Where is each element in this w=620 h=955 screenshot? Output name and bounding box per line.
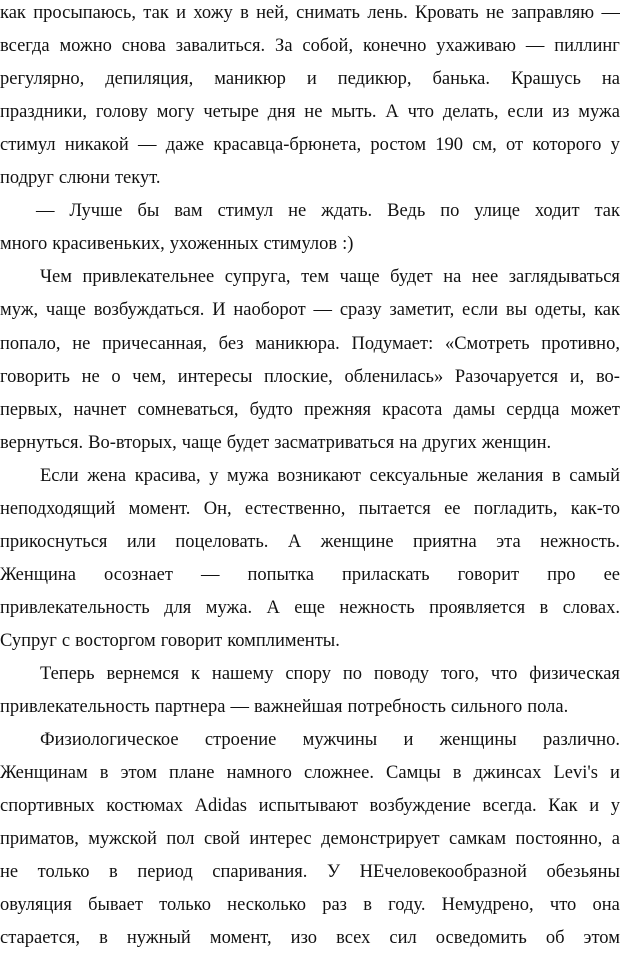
- word: что: [490, 664, 518, 684]
- word: Самцы: [386, 763, 441, 784]
- word: заглядываться: [508, 267, 620, 288]
- word: момент,: [209, 928, 272, 949]
- text-line: [0, 823, 620, 856]
- word: см,: [472, 135, 497, 156]
- word: приласкать: [341, 564, 430, 585]
- word: сил: [389, 928, 417, 949]
- text-line: [0, 195, 620, 228]
- word: поводу: [373, 664, 430, 684]
- word: намного: [226, 763, 292, 784]
- word: на: [399, 432, 418, 453]
- word: —: [525, 36, 545, 57]
- word: Кровать: [415, 3, 479, 23]
- word: интересы: [177, 366, 253, 387]
- word: пытается: [358, 498, 431, 519]
- text-line: [0, 856, 620, 889]
- text-line: [0, 261, 620, 294]
- word: спортивных: [0, 796, 95, 817]
- word: говорит: [160, 630, 223, 651]
- word: во-: [595, 366, 620, 387]
- word: на: [601, 69, 620, 90]
- word: раз: [322, 895, 347, 916]
- text-line: [0, 526, 620, 559]
- word: не: [288, 201, 307, 222]
- text-line: [0, 129, 620, 162]
- text-line: [0, 592, 620, 625]
- word: и: [403, 730, 414, 751]
- word: поцеловать.: [175, 531, 269, 552]
- word: подруг: [0, 168, 54, 189]
- word: постоянно,: [515, 829, 603, 850]
- word: нашему: [211, 664, 274, 684]
- word: Лучше: [69, 201, 123, 222]
- word: прикоснуться: [0, 531, 108, 552]
- word: не: [0, 862, 19, 883]
- word: —: [601, 3, 620, 23]
- word: лень.: [367, 3, 408, 23]
- word: никакой: [64, 135, 129, 156]
- text-line: [0, 63, 620, 96]
- word: депиляция,: [105, 69, 194, 90]
- word: 190: [435, 135, 464, 156]
- word: году.: [388, 895, 426, 916]
- word: можно: [59, 36, 112, 57]
- word: прежняя: [303, 399, 372, 420]
- word: в: [109, 862, 118, 883]
- word: в: [240, 3, 249, 23]
- word: стимул: [0, 135, 56, 156]
- word: в: [363, 895, 372, 916]
- word: погладить,: [473, 498, 558, 519]
- word: говорит: [457, 564, 520, 585]
- word: овуляция: [0, 895, 72, 916]
- word: не: [485, 3, 505, 23]
- word: привлекательность: [0, 597, 150, 618]
- word: мужа: [227, 465, 269, 486]
- word: собой,: [302, 36, 354, 57]
- word: про: [547, 564, 576, 585]
- text-line: [0, 559, 620, 592]
- word: мужа: [578, 102, 620, 123]
- word: привлекательнее: [82, 267, 215, 288]
- word: как: [594, 300, 620, 321]
- word: пола.: [527, 697, 569, 718]
- text-line: [0, 889, 620, 922]
- word: самкам: [449, 829, 507, 850]
- text-line: [0, 162, 620, 195]
- word: нежность.: [540, 531, 620, 552]
- word: наоборот: [233, 300, 306, 321]
- word: мужской: [88, 829, 157, 850]
- word: Чем: [40, 267, 72, 288]
- word: Физиологическое: [40, 730, 179, 751]
- word: конечно: [362, 36, 427, 57]
- word: супруга,: [224, 267, 291, 288]
- word: Подумает:: [351, 333, 434, 354]
- word: что: [549, 895, 577, 916]
- word: с: [61, 630, 71, 651]
- word: Как: [548, 796, 578, 817]
- word: Adidas: [194, 796, 247, 817]
- word: естественно,: [244, 498, 346, 519]
- word: в: [452, 763, 462, 784]
- word: джинсах: [473, 763, 542, 784]
- word: За: [275, 36, 293, 57]
- text-line: [0, 228, 620, 261]
- word: возбуждаться.: [93, 300, 205, 321]
- word: только: [37, 862, 90, 883]
- word: пол: [166, 829, 195, 850]
- word: педикюр,: [337, 69, 412, 90]
- word: ухоженных: [169, 234, 259, 255]
- word: улице: [474, 201, 520, 222]
- word: маникюра.: [255, 333, 340, 354]
- word: Женщинам: [0, 763, 88, 784]
- word: того,: [440, 664, 480, 684]
- word: проявляется: [429, 597, 526, 618]
- word: осведомить: [435, 928, 527, 949]
- word: Он,: [203, 498, 232, 519]
- text-line: [0, 96, 620, 129]
- word: Женщина: [0, 564, 77, 585]
- word: момент.: [128, 498, 191, 519]
- text-line: [0, 294, 620, 327]
- word: тем: [301, 267, 330, 288]
- word: неподходящий: [0, 498, 116, 519]
- word: банька.: [432, 69, 491, 90]
- word: в: [99, 928, 108, 949]
- word: к: [191, 664, 201, 684]
- word: физическая: [529, 664, 620, 684]
- word: если: [462, 300, 499, 321]
- word: пиллинг: [554, 36, 620, 57]
- word: вернемся: [106, 664, 180, 684]
- word: одеты,: [534, 300, 587, 321]
- word: будто: [249, 399, 293, 420]
- word: —: [230, 697, 250, 718]
- word: мыть.: [331, 102, 377, 123]
- word: партнера: [154, 697, 226, 718]
- word: а: [611, 829, 620, 850]
- text-line: [0, 493, 620, 526]
- word: плане: [169, 763, 215, 784]
- word: Ведь: [387, 201, 426, 222]
- word: начнет: [73, 399, 127, 420]
- word: красивеньких,: [52, 234, 165, 255]
- word: период: [137, 862, 193, 883]
- word: даже: [165, 135, 205, 156]
- word: Немудрено,: [441, 895, 534, 916]
- word: ней,: [256, 3, 289, 23]
- word: не: [72, 333, 91, 354]
- word: интерес: [249, 829, 312, 850]
- word: первых,: [0, 399, 63, 420]
- word: комплименты.: [227, 630, 340, 651]
- text-line: [0, 394, 620, 427]
- word: делать,: [442, 102, 499, 123]
- word: эта: [496, 531, 521, 552]
- word: Если: [40, 465, 79, 486]
- word: не: [304, 102, 323, 123]
- word: как: [0, 3, 26, 23]
- word: и: [589, 796, 600, 817]
- word: потребность: [347, 697, 446, 718]
- word: ходит: [534, 201, 580, 222]
- word: различно.: [542, 730, 620, 751]
- word: самый: [569, 465, 620, 486]
- word: у: [610, 796, 620, 817]
- text-line: [0, 691, 620, 724]
- word: в: [539, 597, 549, 618]
- word: словах.: [562, 597, 620, 618]
- word: всех: [336, 928, 371, 949]
- word: слюни: [58, 168, 110, 189]
- text-line: [0, 625, 620, 658]
- word: нужный: [126, 928, 191, 949]
- word: просыпаюсь,: [33, 3, 136, 23]
- word: и: [609, 763, 620, 784]
- word: спаривания.: [212, 862, 308, 883]
- word: других: [422, 432, 477, 453]
- word: восторгом: [75, 630, 156, 651]
- word: в: [551, 465, 561, 486]
- word: приматов,: [0, 829, 79, 850]
- word: будет: [226, 432, 270, 453]
- word: свой: [203, 829, 240, 850]
- word: снова: [121, 36, 166, 57]
- text-line: [0, 30, 620, 63]
- word: как-то: [570, 498, 620, 519]
- word: мужа.: [205, 597, 253, 618]
- word: маникюр: [214, 69, 286, 90]
- word: жена: [87, 465, 127, 486]
- word: бывает: [88, 895, 143, 916]
- word: женщине: [320, 531, 394, 552]
- word: НЕчеловекообразной: [359, 862, 527, 883]
- word: заправляю: [511, 3, 595, 23]
- word: чаще: [45, 300, 86, 321]
- word: на: [443, 267, 462, 288]
- word: —: [36, 201, 55, 222]
- word: спору: [285, 664, 331, 684]
- word: говорить: [0, 366, 70, 387]
- word: об: [545, 928, 565, 949]
- word: Супруг: [0, 630, 57, 651]
- word: стимулов: [263, 234, 338, 255]
- word: муж,: [0, 300, 39, 321]
- word: нее: [471, 267, 499, 288]
- text-line: [0, 0, 620, 30]
- word: ждать.: [321, 201, 373, 222]
- word: по: [440, 201, 460, 222]
- word: которого: [532, 135, 602, 156]
- word: если: [507, 102, 544, 123]
- word: вернуться.: [0, 432, 84, 453]
- word: —: [200, 564, 220, 585]
- word: будет: [390, 267, 433, 288]
- word: И: [212, 300, 226, 321]
- word: заметит,: [389, 300, 455, 321]
- word: Во-вторых,: [88, 432, 177, 453]
- word: стимул: [217, 201, 274, 222]
- word: и,: [569, 366, 585, 387]
- text-line: [0, 658, 620, 691]
- word: в: [99, 763, 109, 784]
- word: привлекательность: [0, 697, 150, 718]
- text-line: [0, 328, 620, 361]
- word: возникают: [277, 465, 361, 486]
- word: голову: [95, 102, 148, 123]
- word: завалиться.: [175, 36, 266, 57]
- word: чаще: [339, 267, 380, 288]
- word: только: [159, 895, 211, 916]
- word: сомневаться,: [137, 399, 239, 420]
- word: осознает: [104, 564, 173, 585]
- text-line: [0, 757, 620, 790]
- text-line: [0, 724, 620, 757]
- word: всегда.: [482, 796, 537, 817]
- word: сразу: [339, 300, 382, 321]
- word: сложнее.: [304, 763, 374, 784]
- word: важнейшая: [254, 697, 343, 718]
- word: несколько: [227, 895, 306, 916]
- word: А: [266, 597, 280, 618]
- word: вам: [174, 201, 203, 222]
- word: А: [287, 531, 302, 552]
- word: и: [176, 3, 187, 23]
- word: мужчины: [302, 730, 378, 751]
- word: ухаживаю: [436, 36, 516, 57]
- word: испытывают: [258, 796, 358, 817]
- word: ее: [444, 498, 461, 519]
- word: от: [506, 135, 524, 156]
- word: что: [407, 102, 434, 123]
- word: бы: [137, 201, 160, 222]
- word: она: [592, 895, 620, 916]
- word: нежность: [339, 597, 415, 618]
- word: «Смотреть: [444, 333, 530, 354]
- word: могу: [156, 102, 195, 123]
- word: может: [570, 399, 620, 420]
- word: без: [218, 333, 244, 354]
- word: дамы: [453, 399, 496, 420]
- word: сердца: [506, 399, 560, 420]
- word: демонстрирует: [321, 829, 440, 850]
- word: красива,: [134, 465, 201, 486]
- word: этом: [583, 928, 620, 949]
- text-line: [0, 361, 620, 394]
- word: сильного: [450, 697, 523, 718]
- word: плоские,: [264, 366, 333, 387]
- word: так: [594, 201, 620, 222]
- word: костюмах: [106, 796, 183, 817]
- word: Теперь: [40, 664, 95, 684]
- word: хожу: [193, 3, 233, 23]
- word: причесанная,: [102, 333, 207, 354]
- word: женщины: [439, 730, 517, 751]
- word: старается,: [0, 928, 81, 949]
- text-line: [0, 922, 620, 955]
- word: о: [111, 366, 121, 387]
- word: много: [0, 234, 48, 255]
- word: ее: [603, 564, 620, 585]
- word: у: [610, 135, 620, 156]
- word: не: [81, 366, 100, 387]
- word: желания: [476, 465, 544, 486]
- word: изо: [290, 928, 318, 949]
- word: сексуальные: [369, 465, 469, 486]
- word: красавца-брюнета,: [213, 135, 362, 156]
- word: снимать: [296, 3, 360, 23]
- word: праздники,: [0, 102, 88, 123]
- text-line: [0, 460, 620, 493]
- word: обленилась»: [344, 366, 444, 387]
- word: ростом: [370, 135, 427, 156]
- word: попало,: [0, 333, 61, 354]
- word: или: [126, 531, 156, 552]
- word: —: [313, 300, 333, 321]
- word: противно,: [541, 333, 620, 354]
- word: текут.: [114, 168, 161, 189]
- word: засматриваться: [274, 432, 395, 453]
- word: попытка: [247, 564, 314, 585]
- word: чем,: [132, 366, 167, 387]
- word: вы: [505, 300, 527, 321]
- word: у: [209, 465, 219, 486]
- word: женщин.: [481, 432, 552, 453]
- word: красота: [382, 399, 443, 420]
- word: чаще: [181, 432, 222, 453]
- word: дня: [267, 102, 296, 123]
- word: обезьяны: [546, 862, 620, 883]
- word: —: [137, 135, 157, 156]
- word: регулярно,: [0, 69, 85, 90]
- text-line: [0, 427, 620, 460]
- word: возбуждение: [369, 796, 471, 817]
- word: еще: [294, 597, 325, 618]
- text-line: [0, 790, 620, 823]
- word: :): [342, 234, 354, 255]
- word: так: [143, 3, 169, 23]
- word: по: [342, 664, 363, 684]
- word: из: [552, 102, 570, 123]
- word: приятна: [413, 531, 477, 552]
- word: этом: [120, 763, 157, 784]
- word: А: [385, 102, 399, 123]
- word: Levi's: [553, 763, 598, 784]
- word: Разочаруется: [454, 366, 559, 387]
- word: У: [326, 862, 341, 883]
- word: всегда: [0, 36, 50, 57]
- word: строение: [204, 730, 277, 751]
- word: для: [164, 597, 192, 618]
- word: четыре: [203, 102, 259, 123]
- word: Крашусь: [510, 69, 581, 90]
- word: и: [306, 69, 317, 90]
